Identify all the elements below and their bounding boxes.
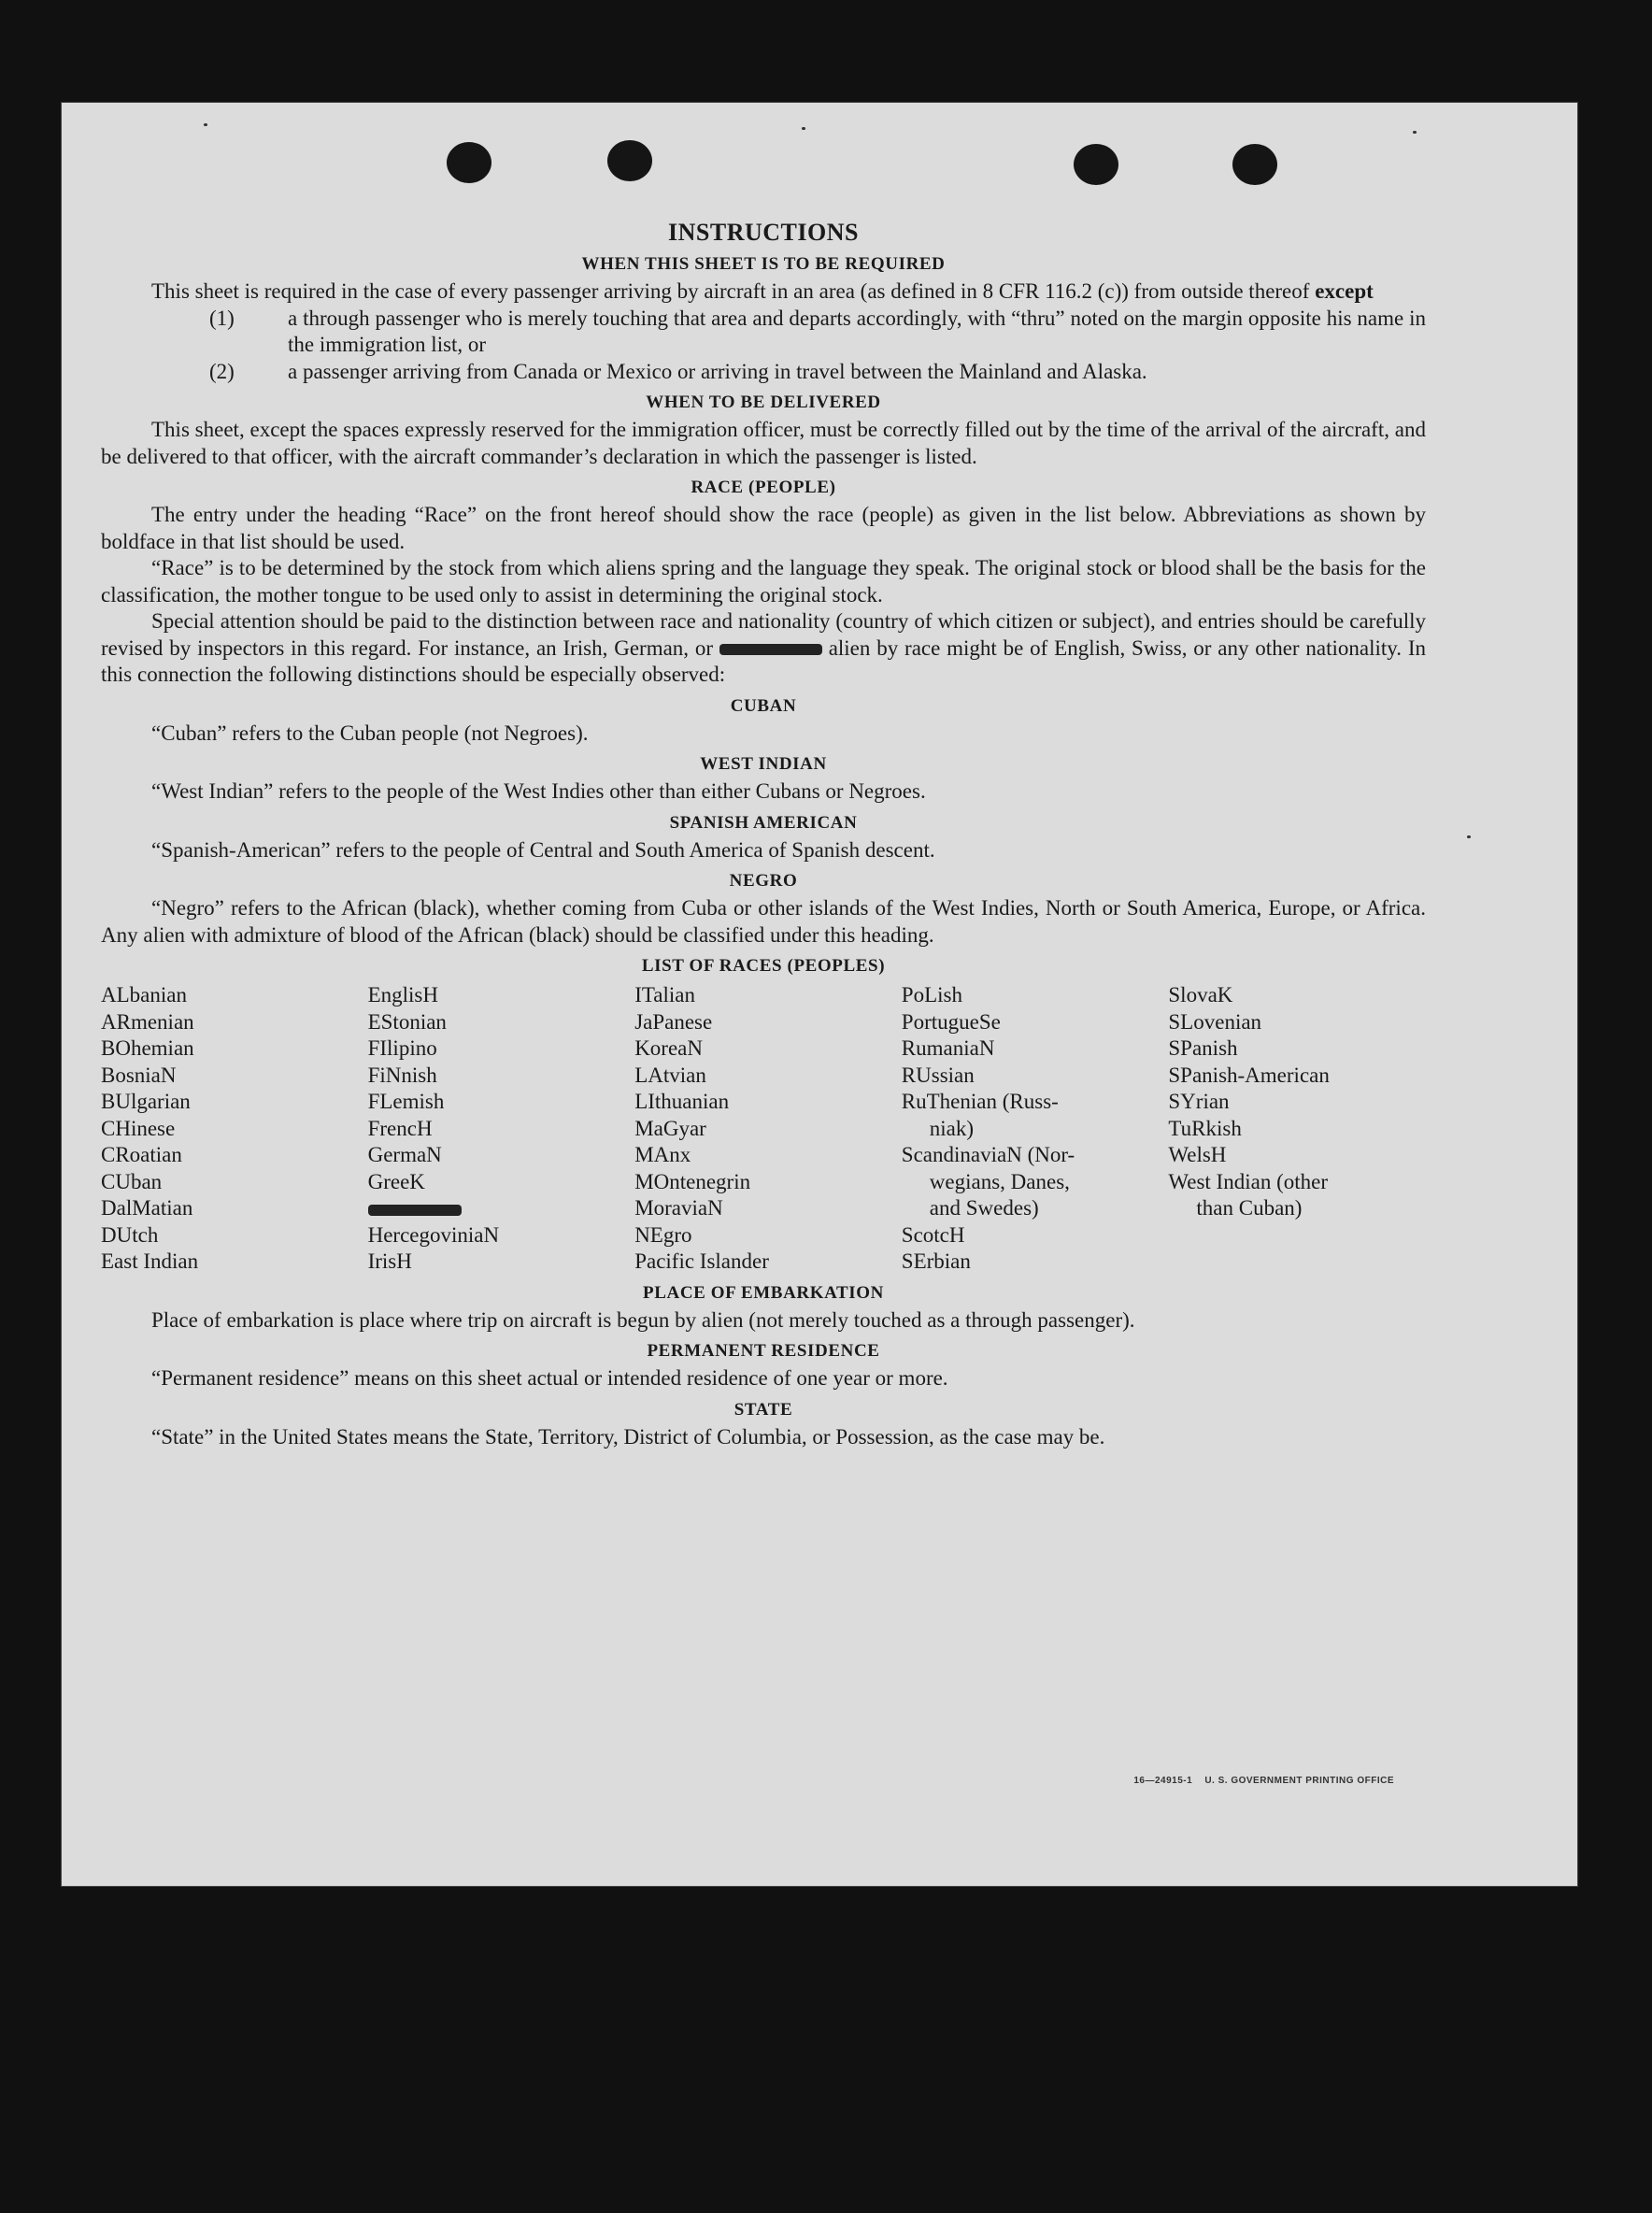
races-column-3 [634,982,892,1276]
heading-west-indian: WEST INDIAN [700,754,827,774]
races-column-4 [902,982,1160,1276]
spanish-american-paragraph: “Spanish-American” refers to the people of Central and South America of Spanish descent. [151,837,935,862]
cuban-paragraph: “Cuban” refers to the Cuban people (not Negroes). [151,721,589,745]
race-entry: LAtvian [634,1063,706,1087]
race-entry: RuThenian (Russ- [901,1090,1059,1113]
instructions-content [101,219,1426,1450]
race-entry: BOhemian [101,1036,194,1060]
race-entry: EnglisH [367,983,438,1007]
document-page [62,103,1577,1886]
race-entry: MoraviaN [634,1196,723,1220]
race-paragraph-3-a: Special attention should be paid to the distinction between race and nationality (country of which citizen or subject), and entries should be carefully revised by inspectors in this regard. For instance, an Irish, German, or [101,609,1426,660]
race-entry: ScotcH [901,1222,965,1247]
race-paragraph-2: “Race” is to be determined by the stock from which aliens spring and the language they speak. The original stock or blood shall be the basis for the classification, the mother tongue to be used only to assist in determining the original stock. [101,556,1426,607]
race-entry: ARmenian [101,1009,194,1034]
race-entry: ITalian [634,983,695,1007]
exception-item-2 [101,359,1426,386]
redaction-mark [368,1205,462,1216]
race-entry: BUlgarian [101,1090,191,1113]
printer-name: U. S. GOVERNMENT PRINTING OFFICE [1204,1776,1394,1786]
race-entry-continued: niak) [929,1116,975,1140]
race-entry: SLovenian [1168,1009,1262,1034]
races-column-5 [1168,982,1426,1276]
race-paragraph-1: The entry under the heading “Race” on the front hereof should show the race (people) as given in the list below. Abbreviations as shown by boldface in that list should be used. [101,503,1426,553]
race-entry: ScandinaviaN (Nor- [901,1143,1075,1166]
speck [802,127,805,130]
race-entry: PortugueSe [901,1009,1001,1034]
exception-list [101,306,1426,386]
race-entry: PoLish [901,983,962,1007]
races-column-1 [101,982,359,1276]
speck [1413,131,1417,134]
residence-paragraph: “Permanent residence” means on this sheet actual or intended residence of one year or more. [151,1366,948,1390]
race-entry: DalMatian [101,1196,193,1220]
race-entry: MAnx [634,1143,691,1166]
heading-delivered: WHEN TO BE DELIVERED [646,393,881,412]
redaction-mark [719,644,822,655]
race-entry: FLemish [367,1090,445,1113]
item-text: a through passenger who is merely touching that area and departs accordingly, with “thru” noted on the margin opposite his name in the immigration list, or [288,306,1426,356]
required-text: This sheet is required in the case of every passenger arriving by aircraft in an area (as defined in 8 CFR 116.2 (c)) from outside thereof [151,279,1310,303]
west-indian-paragraph: “West Indian” refers to the people of the West Indies other than either Cubans or Negroes. [151,779,926,803]
heading-embarkation: PLACE OF EMBARKATION [643,1282,884,1303]
punch-hole-4 [1232,144,1277,185]
race-paragraph-3-b: alien by race might be of English, Swiss, or any other nationality. In this connection the following distinctions should be especially observed: [101,635,1426,686]
race-entry: IrisH [367,1249,412,1273]
embarkation-paragraph: Place of embarkation is place where trip on aircraft is begun by alien (not merely touched as a through passenger). [151,1307,1135,1332]
race-entry: DUtch [101,1222,159,1247]
item-number: (1) [209,306,235,330]
state-paragraph: “State” in the United States means the State, Territory, District of Columbia, or Possession, as the case may be. [151,1424,1105,1449]
punch-hole-1 [447,142,491,183]
race-entry: SErbian [901,1249,971,1273]
speck [204,123,207,126]
heading-race: RACE (PEOPLE) [691,478,836,497]
races-column-2 [368,982,626,1276]
race-entry: SPanish-American [1168,1063,1330,1087]
heading-required: WHEN THIS SHEET IS TO BE REQUIRED [581,254,946,274]
race-entry: FrencH [367,1116,433,1140]
race-entry: RUssian [901,1063,975,1087]
race-entry: RumaniaN [901,1036,995,1060]
race-entry: FiNnish [367,1063,437,1087]
race-entry: TuRkish [1168,1116,1242,1140]
race-entry: Pacific Islander [634,1249,769,1273]
race-entry: BosniaN [101,1063,177,1087]
heading-list-of-races: LIST OF RACES (PEOPLES) [641,956,886,976]
race-entry: MOntenegrin [634,1169,751,1193]
race-entry-continued: wegians, Danes, [929,1169,1070,1193]
races-list [101,982,1426,1276]
punch-hole-2 [607,140,652,181]
punch-hole-3 [1074,144,1118,185]
item-number: (2) [209,359,235,383]
heading-cuban: CUBAN [730,695,797,716]
race-entry: KoreaN [634,1036,703,1060]
race-entry: FIlipino [367,1036,437,1060]
race-paragraph-3 [101,608,1426,689]
heading-negro: NEGRO [729,871,798,891]
form-code: 16—24915-1 [1133,1776,1193,1786]
race-entry: CHinese [101,1116,176,1140]
heading-spanish-american: SPANISH AMERICAN [669,812,858,833]
race-entry: WelsH [1168,1143,1227,1166]
race-entry-redacted [368,1195,626,1222]
item-text: a passenger arriving from Canada or Mexico or arriving in travel between the Mainland and Alaska. [288,359,1147,383]
race-entry: East Indian [101,1249,199,1273]
heading-residence: PERMANENT RESIDENCE [647,1341,880,1361]
race-entry: West Indian (other [1168,1169,1328,1193]
speck [1467,835,1471,838]
race-entry: EStonian [367,1009,447,1034]
race-entry-continued: than Cuban) [1196,1196,1303,1220]
race-entry: GreeK [367,1169,425,1193]
delivered-paragraph: This sheet, except the spaces expressly reserved for the immigration officer, must be correctly filled out by the time of the arrival of the aircraft, and be delivered to that officer, with the aircraft commander’s declaration in which the passenger is listed. [101,418,1426,468]
race-entry: CRoatian [101,1143,182,1166]
race-entry: CUban [101,1169,163,1193]
heading-state: STATE [733,1399,793,1420]
required-except: except [1315,279,1374,303]
race-entry: SPanish [1168,1036,1238,1060]
exception-item-1 [101,306,1426,359]
race-entry: SlovaK [1168,983,1233,1007]
race-entry: SYrian [1168,1090,1230,1113]
race-entry: NEgro [634,1222,692,1247]
race-entry: MaGyar [634,1116,706,1140]
race-entry: HercegoviniaN [367,1222,500,1247]
race-entry: GermaN [367,1143,442,1166]
race-entry: JaPanese [634,1009,713,1034]
race-entry: ALbanian [101,983,187,1007]
race-entry-continued: and Swedes) [929,1196,1039,1220]
negro-paragraph: “Negro” refers to the African (black), whether coming from Cuba or other islands of the West Indies, North or South America, Europe, or Africa. Any alien with admixture of blood of the African (black) should be classified under this heading. [101,896,1426,947]
form-footer [1133,1776,1394,1786]
page-title: INSTRUCTIONS [668,219,859,246]
race-entry: LIthuanian [634,1090,730,1113]
required-paragraph [101,278,1426,306]
